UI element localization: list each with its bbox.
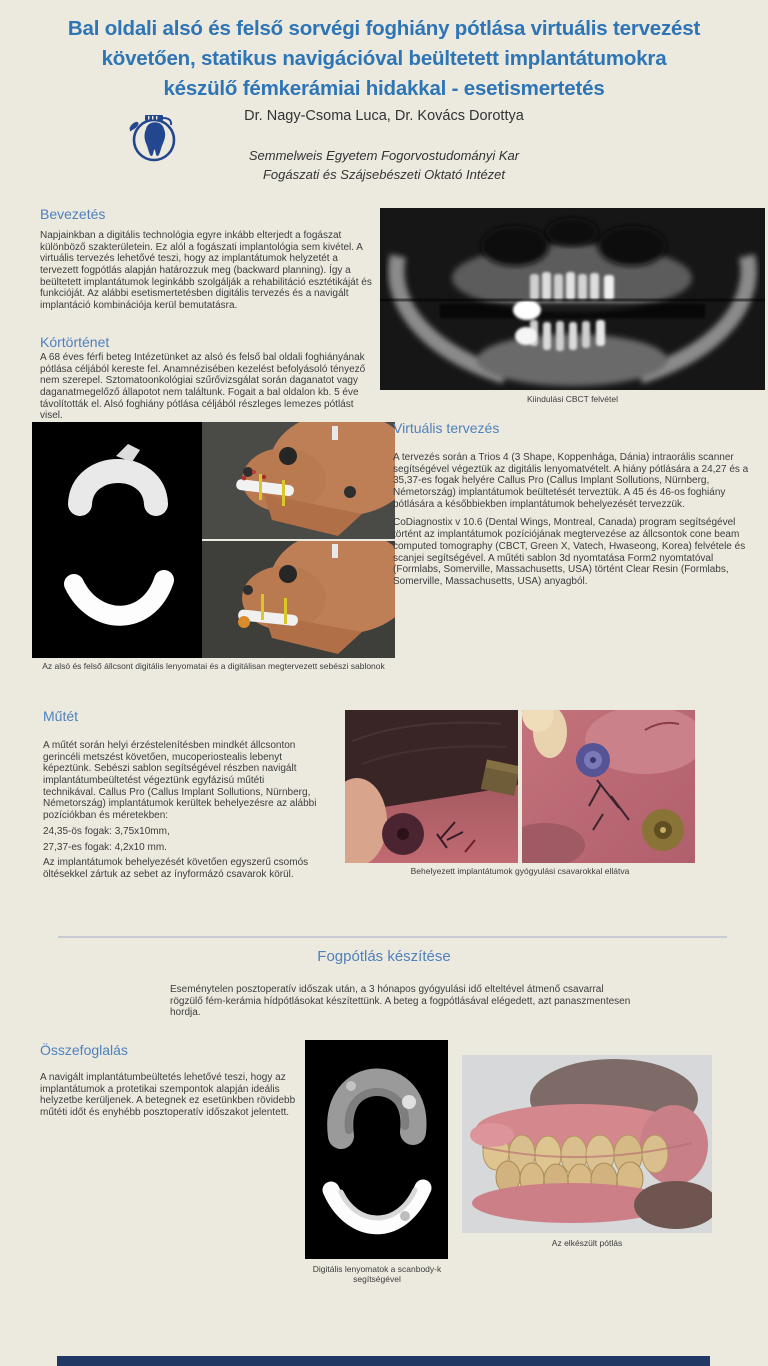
finished-restoration-image <box>462 1055 712 1233</box>
section-heading-virtualis: Virtuális tervezés <box>393 420 500 436</box>
mutet-implant-size-1: 24,35-ös fogak: 3,75x10mm, <box>43 825 170 837</box>
implant-surgery-photos <box>345 710 695 863</box>
institution-line-2: Fogászati és Szájsebészeti Oktató Intézet <box>262 167 506 182</box>
caption-implants: Behelyezett implantátumok gyógyulási csavarokkal ellátva <box>410 866 630 876</box>
scanbody-impressions-image <box>305 1040 448 1259</box>
section-body-fogpotlas: Eseménytelen posztoperatív időszak után, a 3 hónapos gyógyulási idő elteltével átmenő csavarral rögzülő fém-kerámia hídpótlásokat készítettünk. A beteg a fogpótlásával elégedett, azt panaszmentesen hordja. <box>170 984 631 1019</box>
institution-line-1: Semmelweis Egyetem Fogorvostudományi Kar <box>248 148 520 163</box>
section-body-osszefoglalas: A navigált implantátumbeültetés lehetővé teszi, hogy az implantátumok a protetikai szempontok alapján ideális helyzetbe kerüljenek. A betegnek ez esetünkben rövidebb műtéti időt és enyhébb posztoperatív időszakot jelentett. <box>40 1072 296 1119</box>
caption-impressions: Az alsó és felső állcsont digitális lenyomatai és a digitálisan megtervezett sebészi sablonok <box>42 661 385 671</box>
section-heading-kortortenet: Kórtörténet <box>40 334 110 350</box>
section-body-mutet <box>43 740 319 888</box>
title-line-3: készülő fémkerámiai hidakkal - esetismertetés <box>163 77 605 100</box>
caption-scanbody: Digitális lenyomatok a scanbody-k segítségével <box>312 1264 442 1284</box>
impressions-and-guides-image <box>32 422 395 658</box>
mutet-implant-size-2: 27,37-es fogak: 4,2x10 mm. <box>43 841 167 853</box>
section-heading-fogpotlas: Fogpótlás készítése <box>317 948 451 965</box>
mutet-paragraph-1: A műtét során helyi érzéstelenítésben mindkét állcsonton gerincéli metszést követően, mucoperiostealis lebenyt képeztünk. Sebészi sablon segítségével részben navigált implantátumbeültetést végeztünk egyfázisú műtéti technikával. Callus Pro (Callus Implant Sollutions, Nürnberg, Németország) implantátumok kerültek behelyezésre az alábbi pozíciókban és méretekben: <box>43 740 317 822</box>
section-body-bevezetes: Napjainkban a digitális technológia egyre inkább elterjedt a fogászat különböző szakterületein. Ez alól a fogászati implantológia sem kivétel. A virtuális tervezés lehetővé teszi, hogy az implantátumok helyzetét a tervezett fogpótlás alapján határozzuk meg (backward planning). Így a beültetett implantátumok leginkább szolgálják a rehabilitáció esztétikáját és funkcióját. Az alábbi esetismertetésben digitális tervezés és a navigált implantáció kombinációja kerül bemutatásra. <box>40 230 372 312</box>
cbct-panoramic-image <box>380 208 765 390</box>
institution-block <box>0 146 768 184</box>
poster-title <box>10 14 758 104</box>
title-line-2: követően, statikus navigációval beültetett implantátumokra <box>101 47 667 70</box>
title-line-1: Bal oldali alsó és felső sorvégi foghiány pótlása virtuális tervezést <box>67 17 701 40</box>
section-body-virtualis <box>393 452 757 595</box>
virtualis-paragraph-2: CoDiagnostix v 10.6 (Dental Wings, Montreal, Canada) program segítségével történt az implantátumok pozíciójának megtervezése az állcsontok cone beam computed tomography (CBCT, Green X, Vatech, Hwaseong, Korea) felvétele és scanjei segítségével. A műtéti sablon 3d nyomtatása Form2 nyomtatóval (Formlabs, Somerville, Massachusetts, USA) történt Clear Resin (Formlabs, Somerville, Massachusetts, USA) anyagból. <box>393 517 746 587</box>
authors-line: Dr. Nagy-Csoma Luca, Dr. Kovács Dorottya <box>244 108 524 124</box>
virtualis-paragraph-1: A tervezés során a Trios 4 (3 Shape, Koppenhága, Dánia) intraorális scanner segítségével végeztük az digitális lenyomatvételt. A hiány pótlására a 24,27 és a 35,37-es fogak helyére Callus Pro (Callus Implant Sollutions, Nürnberg, Németország) implantátumok beültetését terveztük. A 45 és 46-os foghiány pótlására a későbbiekben implantátumok behelyezését tervezzük. <box>393 452 749 510</box>
section-heading-bevezetes: Bevezetés <box>40 206 106 222</box>
mutet-paragraph-2: Az implantátumok behelyezését követően egyszerű csomós öltésekkel zártuk az sebet az ínyformázó csavarok körül. <box>43 857 309 880</box>
bottom-accent-bar <box>57 1356 710 1366</box>
caption-cbct: Kiindulási CBCT felvétel <box>526 394 619 404</box>
section-heading-osszefoglalas: Összefoglalás <box>40 1042 128 1058</box>
caption-restoration: Az elkészült pótlás <box>551 1238 623 1248</box>
section-heading-mutet: Műtét <box>43 708 79 724</box>
section-body-kortortenet: A 68 éves férfi beteg Intézetünket az alsó és felső bal oldali foghiányának pótlása céljából kereste fel. Anamnézisében kezelést befolyásoló tényező nem szerepel. Sztomatoonkológiai szűrővizsgálat során daganatot vagy daganatmegelőző állapotot nem találtunk. Fogait a bal oldalon kb. 5 éve távolították el. Alsó foghiány pótlása céljából részleges lemezes pótlást visel. <box>40 352 366 422</box>
section-divider <box>58 936 727 938</box>
